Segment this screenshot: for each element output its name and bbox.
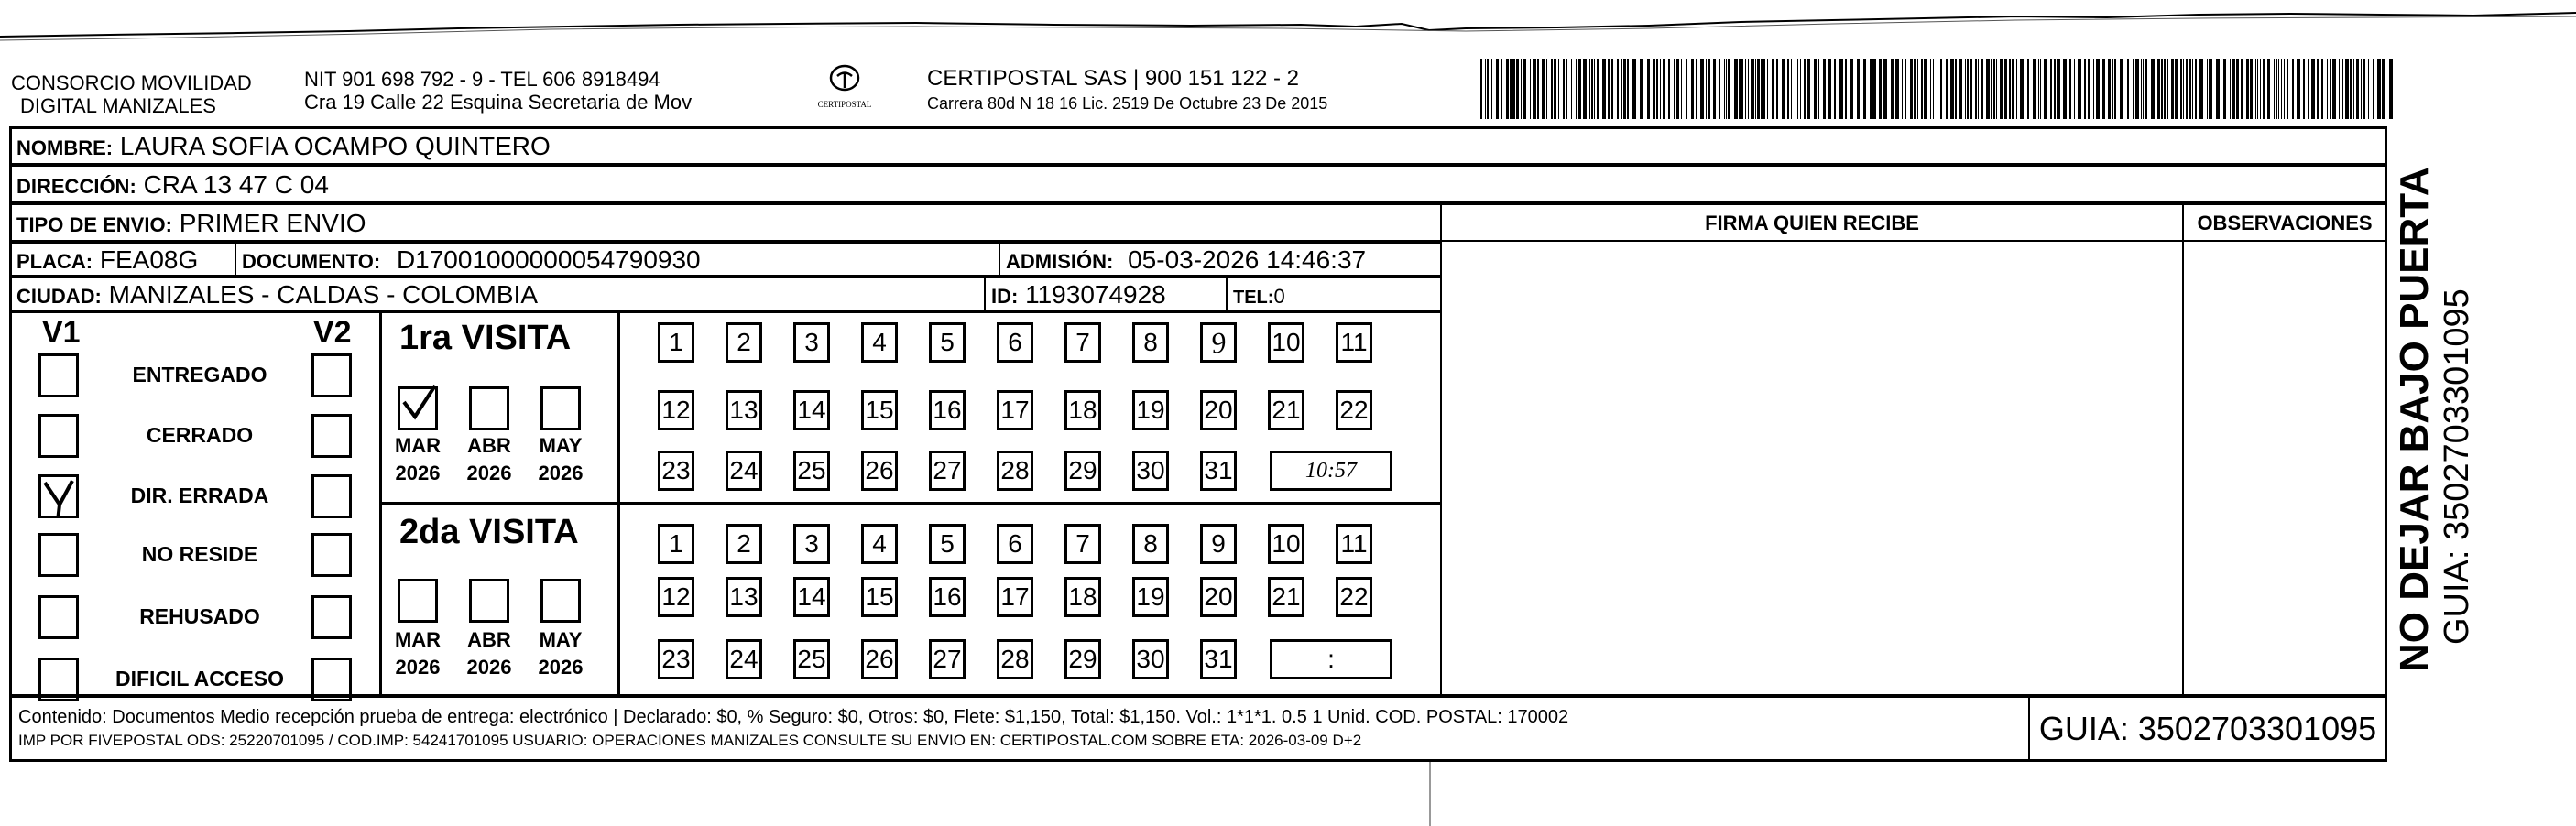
day-box[interactable]: 17 — [997, 390, 1033, 430]
nombre-row — [9, 126, 2387, 165]
v2-checkbox[interactable] — [311, 474, 352, 518]
month-checkbox[interactable] — [540, 386, 581, 430]
logo-text: CERTIPOSTAL — [817, 100, 872, 109]
footer-guia: GUIA: 3502703301095 — [2028, 696, 2387, 762]
ciudad-label: CIUDAD: — [16, 285, 102, 308]
month-label — [391, 432, 444, 487]
tel-cell — [1226, 277, 1442, 311]
day-box[interactable]: 28 — [997, 639, 1033, 679]
day-box[interactable]: 29 — [1064, 639, 1101, 679]
day-box[interactable]: 24 — [726, 639, 762, 679]
month-label — [463, 626, 516, 681]
ciudad-cell — [9, 277, 986, 311]
v2-checkbox[interactable] — [311, 595, 352, 639]
month-checkbox[interactable] — [469, 579, 509, 623]
day-box[interactable]: 8 — [1132, 322, 1169, 363]
day-box[interactable]: 27 — [929, 451, 966, 491]
day-box[interactable]: 25 — [793, 639, 830, 679]
direccion-label: DIRECCIÓN: — [16, 175, 136, 198]
month-label — [534, 432, 587, 487]
footer-details — [9, 696, 2030, 762]
month-label — [463, 432, 516, 487]
reason-label: NO RESIDE — [141, 542, 258, 566]
v2-checkbox[interactable] — [311, 414, 352, 458]
company-line-2: DIGITAL MANIZALES — [20, 94, 216, 117]
day-box[interactable]: 6 — [997, 524, 1033, 564]
month-year: 2026 — [538, 656, 584, 679]
reason-label: DIFICIL ACCESO — [115, 667, 284, 690]
direccion-value: CRA 13 47 C 04 — [143, 170, 329, 199]
month-year: 2026 — [538, 462, 584, 484]
fold-line — [1429, 762, 1431, 826]
day-box[interactable] — [1200, 322, 1237, 363]
day-box[interactable]: 3 — [793, 524, 830, 564]
day-box[interactable]: 3 — [793, 322, 830, 363]
day-box[interactable]: 7 — [1064, 322, 1101, 363]
certipostal-logo — [808, 64, 881, 109]
day-box[interactable]: 11 — [1336, 524, 1372, 564]
placa-value: FEA08G — [99, 245, 199, 274]
nombre-value: LAURA SOFIA OCAMPO QUINTERO — [119, 132, 551, 160]
reason-label: REHUSADO — [139, 604, 260, 628]
day-box[interactable]: 15 — [861, 390, 898, 430]
day-box[interactable]: 31 — [1200, 451, 1237, 491]
time-box[interactable]: 10:57 — [1270, 451, 1392, 491]
side-guia: GUIA: 3502703301095 — [2438, 288, 2476, 645]
side-warning: NO DEJAR BAJO PUERTA — [2392, 167, 2437, 672]
day-box[interactable]: 12 — [658, 390, 694, 430]
carrier-line: CERTIPOSTAL SAS | 900 151 122 - 2 — [927, 66, 1299, 91]
v2-header: V2 — [313, 315, 352, 350]
documento-label: DOCUMENTO: — [242, 250, 381, 273]
day-box[interactable]: 30 — [1132, 451, 1169, 491]
v1-checkbox[interactable] — [38, 353, 79, 397]
time-box[interactable]: : — [1270, 639, 1392, 679]
v1-checkbox[interactable] — [38, 474, 79, 518]
tipo-envio-row — [9, 203, 1442, 242]
company-address: Cra 19 Calle 22 Esquina Secretaria de Mov — [304, 91, 693, 114]
month-checkbox[interactable] — [540, 579, 581, 623]
footer-line-2: IMP POR FIVEPOSTAL ODS: 25220701095 / COD.IMP: 54241701095 USUARIO: OPERACIONES MANIZALES CONSULTE SU ENVIO EN: CERTIPOSTAL.COM SOBRE ETA: 2026-03-09 D+2 — [18, 732, 1362, 749]
day-box[interactable]: 22 — [1336, 577, 1372, 617]
carrier-info — [927, 66, 1327, 115]
day-box[interactable]: 8 — [1132, 524, 1169, 564]
month-checkbox[interactable] — [398, 579, 438, 623]
month-name: MAY — [539, 434, 583, 457]
divider — [379, 502, 1442, 505]
day-box[interactable]: 12 — [658, 577, 694, 617]
handwritten-check-icon — [41, 477, 78, 517]
id-label: ID: — [991, 285, 1019, 308]
nit-line: NIT 901 698 792 - 9 - TEL 606 8918494 — [304, 68, 660, 91]
ciudad-value: MANIZALES - CALDAS - COLOMBIA — [108, 280, 538, 309]
reason-label: DIR. ERRADA — [130, 484, 269, 507]
month-year: 2026 — [395, 656, 441, 679]
v2-checkbox[interactable] — [311, 658, 352, 701]
month-label — [534, 626, 587, 681]
tipo-envio-value: PRIMER ENVIO — [179, 209, 366, 237]
id-cell — [984, 277, 1228, 311]
day-box[interactable]: 18 — [1064, 390, 1101, 430]
tel-label: TEL: — [1233, 288, 1274, 308]
month-name: MAY — [539, 628, 583, 651]
side-text — [2393, 86, 2475, 672]
day-box[interactable]: 5 — [929, 524, 966, 564]
footer-line-1: Contenido: Documentos Medio recepción prueba de entrega: electrónico | Declarado: $0, % Seguro: $0, Otros: $0, Flete: $1,150, Total: $1,150. Vol.: 1*1*1. 0.5 1 Unid. COD. POSTAL: 170002 — [18, 707, 1569, 727]
day-box[interactable]: 29 — [1064, 451, 1101, 491]
v1-checkbox[interactable] — [38, 414, 79, 458]
day-box[interactable]: 23 — [658, 451, 694, 491]
day-box[interactable]: 7 — [1064, 524, 1101, 564]
day-box[interactable]: 26 — [861, 639, 898, 679]
documento-cell — [235, 242, 1000, 277]
day-box[interactable]: 20 — [1200, 577, 1237, 617]
day-box[interactable]: 13 — [726, 390, 762, 430]
firma-area[interactable] — [1440, 240, 2184, 696]
observaciones-area[interactable] — [2182, 240, 2387, 696]
day-box[interactable]: 23 — [658, 639, 694, 679]
reason-label: CERRADO — [146, 423, 254, 447]
month-name: MAR — [394, 434, 442, 457]
admision-label: ADMISIÓN: — [1006, 250, 1114, 273]
day-box[interactable]: 9 — [1200, 524, 1237, 564]
second-visit-title: 2da VISITA — [399, 513, 579, 551]
id-value: 1193074928 — [1025, 280, 1166, 309]
admision-cell — [999, 242, 1442, 277]
logo-icon — [826, 64, 863, 95]
day-box[interactable]: 26 — [861, 451, 898, 491]
day-box[interactable]: 19 — [1132, 577, 1169, 617]
torn-paper-edge — [0, 0, 2576, 55]
day-box[interactable]: 2 — [726, 524, 762, 564]
day-box[interactable]: 21 — [1268, 577, 1304, 617]
month-checkbox[interactable] — [398, 386, 438, 430]
company-info — [304, 68, 692, 114]
day-box[interactable]: 24 — [726, 451, 762, 491]
month-year: 2026 — [466, 656, 512, 679]
tipo-envio-label: TIPO DE ENVIO: — [16, 213, 172, 236]
month-name: MAR — [394, 628, 442, 651]
day-box[interactable]: 17 — [997, 577, 1033, 617]
placa-label: PLACA: — [16, 250, 93, 273]
v1-checkbox[interactable] — [38, 533, 79, 577]
v1-checkbox[interactable] — [38, 595, 79, 639]
day-box[interactable]: 6 — [997, 322, 1033, 363]
first-visit-title: 1ra VISITA — [399, 319, 572, 357]
v2-checkbox[interactable] — [311, 353, 352, 397]
day-box[interactable]: 31 — [1200, 639, 1237, 679]
day-box[interactable]: 5 — [929, 322, 966, 363]
handwritten-day-mark: 9 — [1208, 325, 1228, 360]
day-box[interactable]: 20 — [1200, 390, 1237, 430]
day-box[interactable]: 4 — [861, 322, 898, 363]
documento-value: D17001000000054790930 — [396, 245, 701, 274]
company-name — [11, 71, 252, 117]
month-label — [391, 626, 444, 681]
v1-checkbox[interactable] — [38, 658, 79, 701]
day-box[interactable]: 2 — [726, 322, 762, 363]
month-name: ABR — [467, 434, 511, 457]
v1-header: V1 — [42, 315, 81, 350]
day-box[interactable]: 13 — [726, 577, 762, 617]
placa-cell — [9, 242, 236, 277]
nombre-label: NOMBRE: — [16, 136, 114, 159]
day-box[interactable]: 15 — [861, 577, 898, 617]
tel-value: 0 — [1273, 285, 1285, 308]
reason-label: ENTREGADO — [132, 363, 267, 386]
day-box[interactable]: 1 — [658, 524, 694, 564]
day-box[interactable]: 14 — [793, 577, 830, 617]
month-year: 2026 — [395, 462, 441, 484]
day-box[interactable]: 11 — [1336, 322, 1372, 363]
day-box[interactable]: 28 — [997, 451, 1033, 491]
barcode — [1480, 59, 2396, 119]
day-box[interactable]: 4 — [861, 524, 898, 564]
day-box[interactable]: 10 — [1268, 322, 1304, 363]
day-box[interactable]: 21 — [1268, 390, 1304, 430]
day-box[interactable]: 27 — [929, 639, 966, 679]
direccion-row — [9, 165, 2387, 203]
company-line-1: CONSORCIO MOVILIDAD — [11, 71, 252, 94]
day-box[interactable]: 25 — [793, 451, 830, 491]
day-box[interactable]: 22 — [1336, 390, 1372, 430]
handwritten-check-icon — [398, 380, 444, 426]
carrier-address: Carrera 80d N 18 16 Lic. 2519 De Octubre 23 De 2015 — [927, 94, 1328, 113]
admision-value: 05-03-2026 14:46:37 — [1128, 245, 1367, 274]
firma-header: FIRMA QUIEN RECIBE — [1440, 203, 2184, 242]
month-year: 2026 — [466, 462, 512, 484]
observaciones-header: OBSERVACIONES — [2182, 203, 2387, 242]
day-box[interactable]: 10 — [1268, 524, 1304, 564]
day-box[interactable]: 16 — [929, 390, 966, 430]
month-checkbox[interactable] — [469, 386, 509, 430]
v2-checkbox[interactable] — [311, 533, 352, 577]
day-box[interactable]: 18 — [1064, 577, 1101, 617]
day-box[interactable]: 30 — [1132, 639, 1169, 679]
day-box[interactable]: 14 — [793, 390, 830, 430]
month-name: ABR — [467, 628, 511, 651]
day-box[interactable]: 19 — [1132, 390, 1169, 430]
day-box[interactable]: 1 — [658, 322, 694, 363]
day-box[interactable]: 16 — [929, 577, 966, 617]
